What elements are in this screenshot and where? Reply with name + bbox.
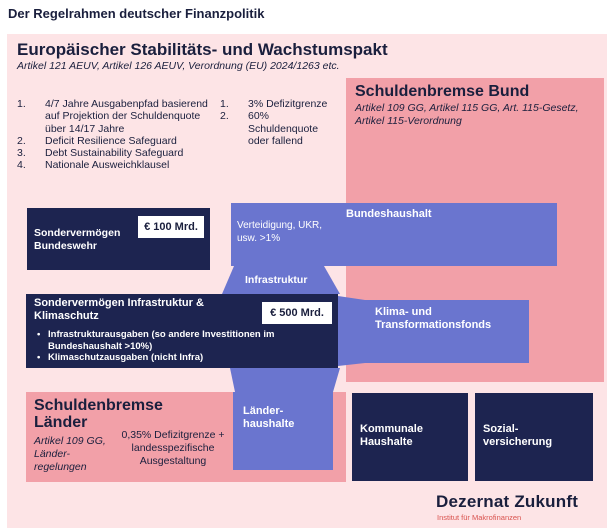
dezernat-zukunft-logo xyxy=(436,492,578,512)
sondervermoegen-infrastruktur-amount: € 500 Mrd. xyxy=(262,302,332,324)
list-item: • Infrastrukturausgaben (so andere Investitionen im Bundeshaushalt >10%) xyxy=(37,329,275,352)
schuldenbremse-bund-subtitle: Artikel 109 GG, Artikel 115 GG, Art. 115-Gesetz, Artikel 115-Verordnung xyxy=(355,102,579,127)
logo-part1: Dezernat xyxy=(436,492,510,511)
bundeshaushalt-title: Bundeshaushalt xyxy=(346,208,432,220)
laenderhaushalte-box xyxy=(233,392,333,470)
laenderhaushalte-label: Länder-haushalte xyxy=(243,405,295,430)
eu-rule-left-4: 4. Nationale Ausweichklausel xyxy=(17,159,170,172)
eu-rule-left-1: 1. 4/7 Jahre Ausgabenpfad basierend auf Projektion der Schuldenquote über 14/17 Jahre xyxy=(17,98,208,135)
eu-framework-title: Europäischer Stabilitäts- und Wachstumspakt xyxy=(17,40,388,59)
schuldenbremse-bund-title: Schuldenbremse Bund xyxy=(355,83,530,100)
logo-subtitle: Institut für Makrofinanzen xyxy=(437,513,522,522)
sondervermoegen-bundeswehr-label: Sondervermögen Bundeswehr xyxy=(34,227,121,252)
sondervermoegen-infrastruktur-bullets xyxy=(34,329,334,364)
sondervermoegen-bundeswehr-amount: € 100 Mrd. xyxy=(138,216,204,238)
schuldenbremse-laender-title: Schuldenbremse Länder xyxy=(34,397,163,431)
logo-part2: Zukunft xyxy=(514,492,579,511)
bundeshaushalt-text: Verteidigung, UKR, usw. >1% xyxy=(237,220,323,244)
kommunale-haushalte-label: Kommunale Haushalte xyxy=(360,423,423,448)
list-item: • Klimaschutzausgaben (nicht Infra) xyxy=(37,352,204,363)
infrastruktur-label: Infrastruktur xyxy=(245,274,308,286)
eu-rule-left-3: 3. Debt Sustainability Safeguard xyxy=(17,147,184,160)
klima-transformationsfonds-label: Klima- und Transformationsfonds xyxy=(375,306,492,331)
schuldenbremse-laender-subtitle: Artikel 109 GG, Länder-regelungen xyxy=(34,435,106,473)
eu-rule-right-2: 2. 60% Schuldenquote oder fallend xyxy=(220,110,319,147)
sozialversicherung-label: Sozial-versicherung xyxy=(483,423,553,448)
funnel-lower xyxy=(230,368,340,392)
sondervermoegen-infrastruktur-title: Sondervermögen Infrastruktur & Klimaschutz xyxy=(34,297,204,322)
eu-rule-right-1: 1. 3% Defizitgrenze xyxy=(220,98,328,110)
eu-framework-subtitle: Artikel 121 AEUV, Artikel 126 AEUV, Verordnung (EU) 2024/1263 etc. xyxy=(17,60,340,72)
schuldenbremse-laender-rule: 0,35% Defizitgrenze + landesspezifische Ausgestaltung xyxy=(121,429,225,467)
eu-rule-left-2: 2. Deficit Resilience Safeguard xyxy=(17,134,177,147)
page-title: Der Regelrahmen deutscher Finanzpolitik xyxy=(8,6,265,21)
funnel-right xyxy=(338,296,365,366)
